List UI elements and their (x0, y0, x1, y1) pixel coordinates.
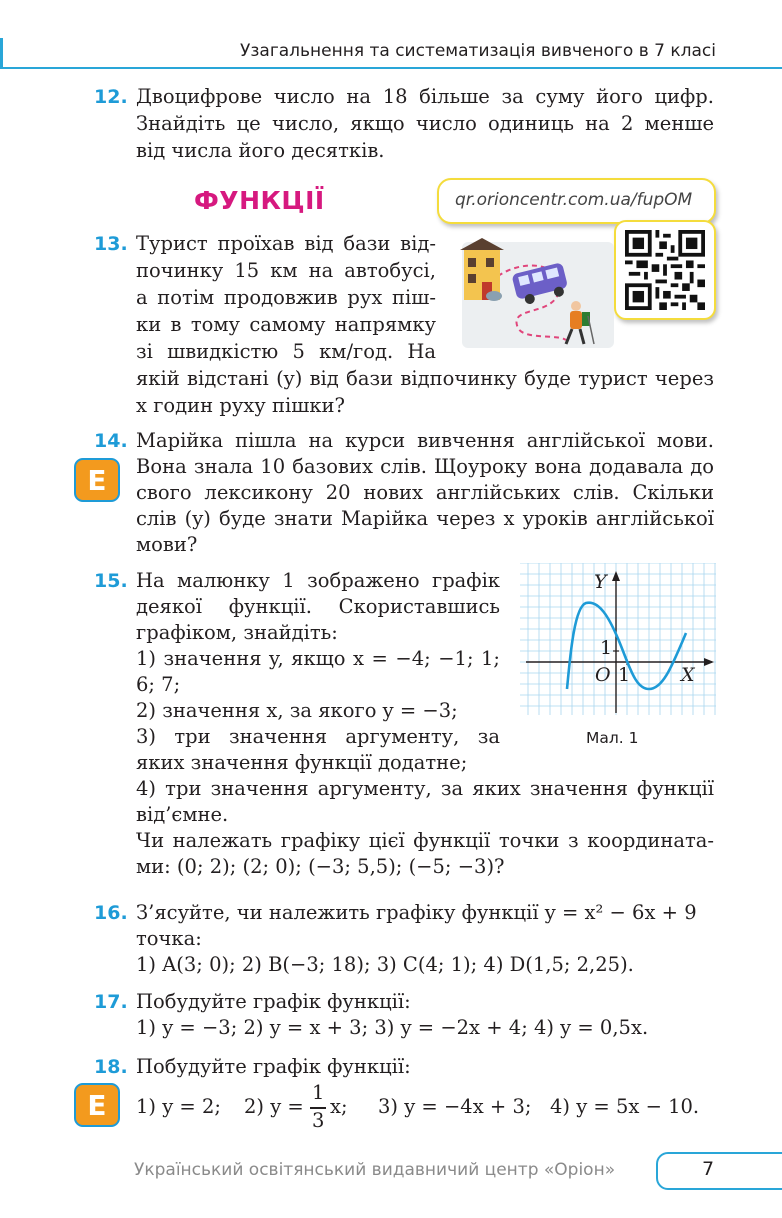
publisher-footer: Український освітянський видавничий центр «Оріон» (134, 1160, 616, 1180)
header-bar (0, 38, 782, 68)
problem-16-line: З’ясуйте, чи належить графіку функції y = x² − 6x + 9 (136, 901, 697, 924)
problem-13-line: Турист проїхав від бази від- (136, 232, 436, 255)
problem-14-line: свого лексикону 20 нових англійських слів. Скільки (136, 481, 714, 504)
e-badge (74, 1083, 120, 1127)
problem-14-line: Вона знала 10 базових слів. Щоуроку вона додавала до (136, 455, 714, 478)
origin-label: O (595, 664, 611, 686)
problem-18-number: 18. (94, 1056, 128, 1078)
problem-15-line: На малюнку 1 зображено графік (136, 569, 500, 592)
problem-13-line: x годин руху пішки? (136, 394, 345, 417)
problem-15-line: 6; 7; (136, 673, 181, 696)
problem-15-line: графіком, знайдіть: (136, 621, 338, 644)
axis-label-y: Y (594, 571, 607, 593)
tick-label-x-1: 1 (618, 664, 631, 686)
problem-16-line: 1) A(3; 0); 2) B(−3; 18); 3) C(4; 1); 4) D(1,5; 2,25). (136, 953, 634, 976)
qr-link-text: qr.orioncentr.com.ua/fupOM (455, 190, 693, 210)
problem-13-line: а потім продовжив рух піш- (136, 286, 436, 309)
section-title: ФУНКЦІЇ (194, 186, 325, 215)
qr-code-card[interactable] (614, 220, 716, 320)
problem-15-line: 1) значення y, якщо x = −4; −1; 1; (136, 647, 500, 670)
problem-12-line: Двоцифрове число на 18 більше за суму його цифр. (136, 85, 714, 108)
problem-18-item-1: 1) y = 2; (136, 1095, 221, 1118)
problem-17-line: Побудуйте графік функції: (136, 990, 411, 1013)
problem-18-items (136, 1081, 716, 1134)
qr-link-pill[interactable] (437, 178, 716, 224)
e-badge (74, 458, 120, 502)
problem-18-line: Побудуйте графік функції: (136, 1055, 411, 1078)
e-badge-letter: E (87, 464, 107, 497)
page-number-tab (656, 1152, 782, 1190)
problem-15-line: Чи належать графіку цієї функції точки з координата- (136, 829, 714, 852)
problem-13-number: 13. (94, 233, 128, 255)
problem-13-line: починку 15 км на автобусі, (136, 259, 436, 282)
fraction-numerator: 1 (312, 1081, 325, 1104)
problem-15-line: 2) значення x, за якого y = −3; (136, 699, 458, 722)
problem-17-line: 1) y = −3; 2) y = x + 3; 3) y = −2x + 4; 4) y = 0,5x. (136, 1016, 649, 1039)
figure-caption: Мал. 1 (586, 729, 639, 747)
problem-18-item-2-suffix: x; (330, 1095, 348, 1118)
problem-13-line: ки в тому самому напрямку (136, 313, 436, 336)
problem-18-item-4: 4) y = 5x − 10. (550, 1095, 700, 1118)
problem-15-line: деякої функції. Скориставшись (136, 595, 500, 618)
axis-label-x: X (681, 664, 695, 686)
tick-label-y-1: 1 (600, 637, 613, 659)
fraction-denominator: 3 (312, 1109, 325, 1132)
problem-15-line: 4) три значення аргументу, за яких значення функції (136, 777, 714, 800)
problem-12-number: 12. (94, 86, 128, 108)
e-badge-letter: E (87, 1089, 107, 1122)
problem-12-line: Знайдіть це число, якщо число одиниць на 2 менше (136, 112, 714, 135)
problem-18-item-2-prefix: 2) y = (244, 1095, 304, 1118)
problem-17-number: 17. (94, 991, 128, 1013)
problem-18-item-3: 3) y = −4x + 3; (378, 1095, 532, 1118)
header-rule (0, 67, 782, 69)
header-left-edge (0, 38, 3, 68)
problem-12-line: від числа його десятків. (136, 139, 385, 162)
problem-15-number: 15. (94, 570, 128, 592)
page-number: 7 (702, 1158, 715, 1180)
problem-13-line: якій відстані (y) від бази відпочинку буде турист через (136, 367, 714, 390)
problem-15-line: від’ємне. (136, 803, 229, 826)
tourist-bus-illustration (458, 236, 616, 350)
problem-14-line: Марійка пішла на курси вивчення англійської мови. (136, 429, 714, 452)
running-title: Узагальнення та систематизація вивченого в 7 класі (240, 41, 716, 61)
problem-15-line: 3) три значення аргументу, за (136, 725, 500, 748)
problem-16-number: 16. (94, 902, 128, 924)
qr-code-icon (625, 230, 705, 310)
problem-16-line: точка: (136, 927, 202, 950)
function-graph-figure (520, 563, 716, 715)
problem-14-number: 14. (94, 430, 128, 452)
problem-14-line: слів (y) буде знати Марійка через x уроків англійської (136, 507, 714, 530)
problem-13-line: зі швидкістю 5 км/год. На (136, 340, 436, 363)
problem-15-line: ми: (0; 2); (2; 0); (−3; 5,5); (−5; −3)? (136, 855, 505, 878)
problem-15-line: яких значення функції додатне; (136, 751, 468, 774)
problem-14-line: мови? (136, 533, 198, 556)
